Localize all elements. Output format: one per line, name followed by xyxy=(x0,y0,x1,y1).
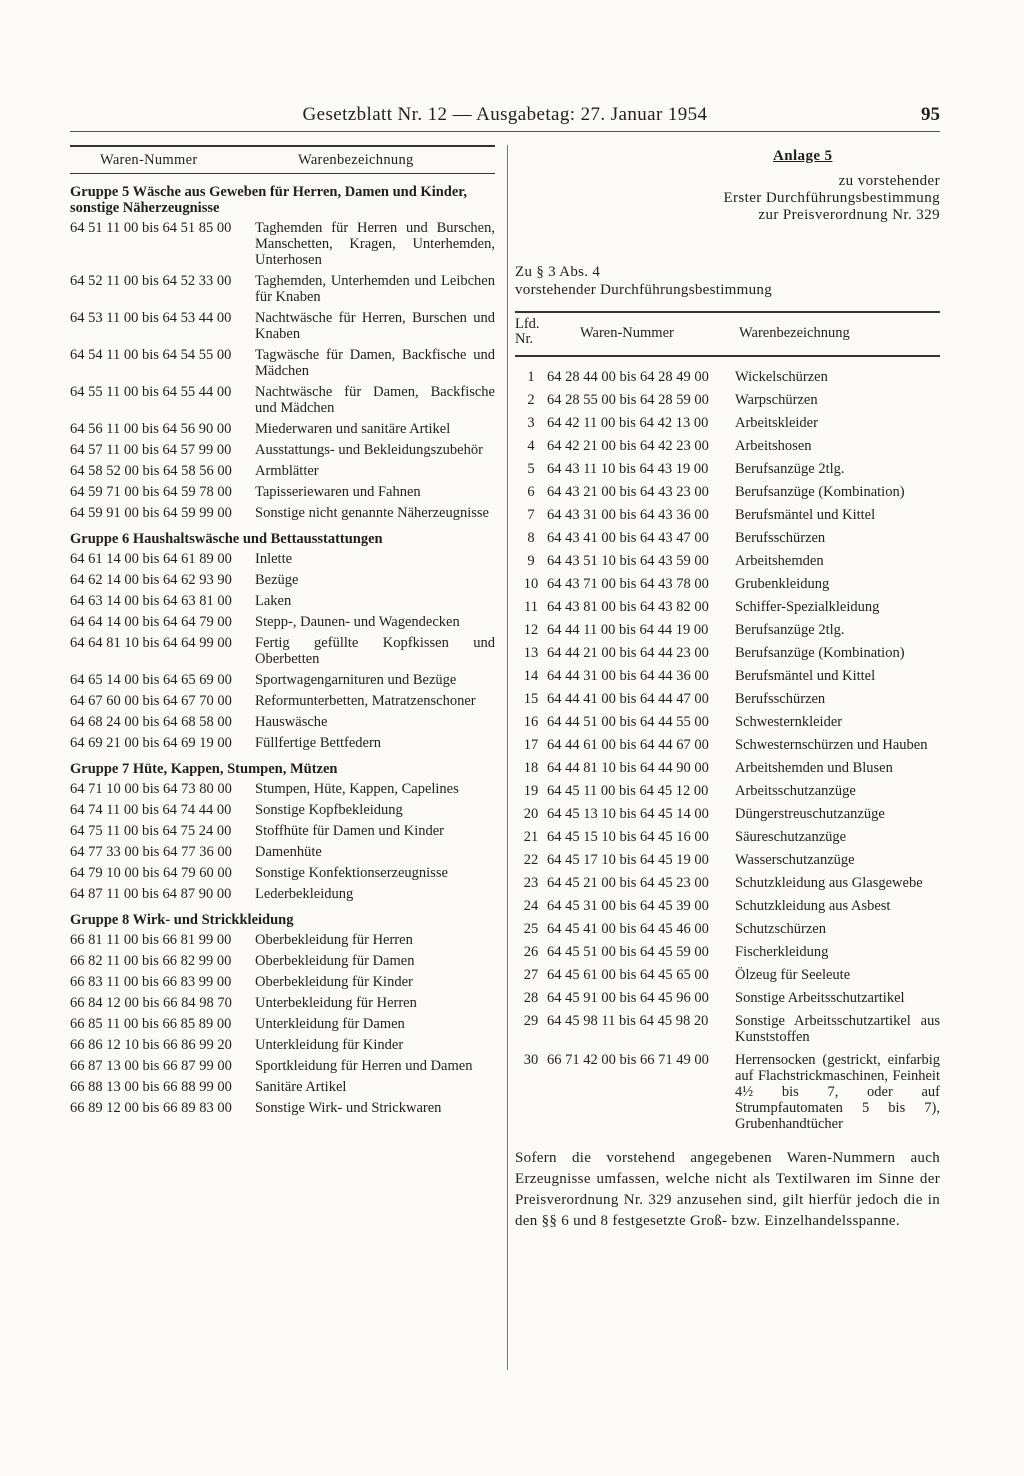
waren-nummer: 64 45 21 00 bis 64 45 23 00 xyxy=(547,875,709,891)
warenbezeichnung: Nachtwäsche für Damen, Backfische und Mädchen xyxy=(255,384,495,416)
waren-nummer: 64 43 71 00 bis 64 43 78 00 xyxy=(547,576,709,592)
waren-nummer: 64 74 11 00 bis 64 74 44 00 xyxy=(70,802,232,818)
table-row xyxy=(515,1052,940,1132)
table-row xyxy=(70,220,495,268)
table-row xyxy=(70,823,495,839)
waren-nummer: 64 45 11 00 bis 64 45 12 00 xyxy=(547,783,709,799)
lfd-nr: 29 xyxy=(523,1013,539,1029)
waren-nummer: 66 82 11 00 bis 66 82 99 00 xyxy=(70,953,232,969)
waren-nummer: 64 45 91 00 bis 64 45 96 00 xyxy=(547,990,709,1006)
table-row xyxy=(70,1100,495,1116)
reference-note xyxy=(515,263,940,299)
table-row xyxy=(70,421,495,437)
warenbezeichnung: Stepp-, Daunen- und Wagendecken xyxy=(255,614,460,630)
warenbezeichnung: Berufsschürzen xyxy=(735,530,826,546)
warenbezeichnung: Unterkleidung für Kinder xyxy=(255,1037,404,1053)
waren-nummer: 64 87 11 00 bis 64 87 90 00 xyxy=(70,886,232,902)
table-row xyxy=(515,691,940,707)
warenbezeichnung: Berufsschürzen xyxy=(735,691,826,707)
waren-nummer: 64 28 44 00 bis 64 28 49 00 xyxy=(547,369,709,385)
lfd-nr: 3 xyxy=(527,415,535,431)
waren-nummer: 64 77 33 00 bis 64 77 36 00 xyxy=(70,844,232,860)
waren-nummer: 66 87 13 00 bis 66 87 99 00 xyxy=(70,1058,232,1074)
warenbezeichnung: Stumpen, Hüte, Kappen, Capelines xyxy=(255,781,459,797)
waren-nummer: 64 52 11 00 bis 64 52 33 00 xyxy=(70,273,232,289)
waren-nummer: 64 43 81 00 bis 64 43 82 00 xyxy=(547,599,709,615)
table-row xyxy=(70,1037,495,1053)
warenbezeichnung: Hauswäsche xyxy=(255,714,328,730)
table-row xyxy=(515,668,940,684)
lfd-nr: 23 xyxy=(523,875,539,891)
col-header-lfd-line: Lfd. xyxy=(515,316,540,332)
table-row xyxy=(70,463,495,479)
table-row xyxy=(70,693,495,709)
table-row xyxy=(70,614,495,630)
lfd-nr: 19 xyxy=(523,783,539,799)
lfd-nr: 8 xyxy=(527,530,535,546)
table-row xyxy=(515,829,940,845)
waren-nummer: 64 45 17 10 bis 64 45 19 00 xyxy=(547,852,709,868)
anlage-line: zur Preisverordnung Nr. 329 xyxy=(758,207,940,223)
waren-nummer: 66 85 11 00 bis 66 85 89 00 xyxy=(70,1016,232,1032)
group-heading: Gruppe 8 Wirk- und Strickkleidung xyxy=(70,912,294,928)
anlage-subtitle xyxy=(723,173,940,224)
table-row xyxy=(515,783,940,799)
waren-nummer: 66 83 11 00 bis 66 83 99 00 xyxy=(70,974,232,990)
lfd-nr: 2 xyxy=(527,392,535,408)
warenbezeichnung: Sportkleidung für Herren und Damen xyxy=(255,1058,473,1074)
waren-nummer: 64 67 60 00 bis 64 67 70 00 xyxy=(70,693,232,709)
table-row xyxy=(70,1058,495,1074)
warenbezeichnung: Unterbekleidung für Herren xyxy=(255,995,417,1011)
warenbezeichnung: Taghemden für Herren und Burschen, Manschetten, Kragen, Unterhemden, Unterhosen xyxy=(255,220,495,268)
table-row xyxy=(70,505,495,521)
waren-nummer: 64 58 52 00 bis 64 58 56 00 xyxy=(70,463,232,479)
warenbezeichnung: Sonstige nicht genannte Näherzeugnisse xyxy=(255,505,489,521)
table-row xyxy=(515,438,940,454)
warenbezeichnung: Sportwagengarnituren und Bezüge xyxy=(255,672,457,688)
anlage-line: zu vorstehender xyxy=(838,173,940,189)
waren-nummer: 64 43 51 10 bis 64 43 59 00 xyxy=(547,553,709,569)
warenbezeichnung: Schwesternkleider xyxy=(735,714,843,730)
table-row xyxy=(70,781,495,797)
waren-nummer: 64 44 81 10 bis 64 44 90 00 xyxy=(547,760,709,776)
table-row xyxy=(70,714,495,730)
table-row xyxy=(515,737,940,753)
table-row xyxy=(70,347,495,379)
col-header-waren-nummer: Waren-Nummer xyxy=(580,325,674,341)
table-row xyxy=(70,672,495,688)
table-row xyxy=(515,507,940,523)
table-row xyxy=(70,865,495,881)
waren-nummer: 64 42 11 00 bis 64 42 13 00 xyxy=(547,415,709,431)
anlage-block xyxy=(515,145,940,265)
warenbezeichnung: Schwesternschürzen und Hauben xyxy=(735,737,928,753)
warenbezeichnung: Stoffhüte für Damen und Kinder xyxy=(255,823,444,839)
waren-nummer: 64 28 55 00 bis 64 28 59 00 xyxy=(547,392,709,408)
warenbezeichnung: Fischerkleidung xyxy=(735,944,829,960)
lfd-nr: 26 xyxy=(523,944,539,960)
table-row xyxy=(515,530,940,546)
waren-nummer: 64 65 14 00 bis 64 65 69 00 xyxy=(70,672,232,688)
waren-nummer: 64 57 11 00 bis 64 57 99 00 xyxy=(70,442,232,458)
warenbezeichnung: Sonstige Arbeitsschutzartikel aus Kunststoffen xyxy=(735,1013,940,1045)
waren-nummer: 66 88 13 00 bis 66 88 99 00 xyxy=(70,1079,232,1095)
table-row xyxy=(70,551,495,567)
table-row xyxy=(515,875,940,891)
lfd-nr: 7 xyxy=(527,507,535,523)
warenbezeichnung: Arbeitsschutzanzüge xyxy=(735,783,856,799)
waren-nummer: 64 44 51 00 bis 64 44 55 00 xyxy=(547,714,709,730)
table-row xyxy=(70,384,495,416)
warenbezeichnung: Oberbekleidung für Kinder xyxy=(255,974,413,990)
waren-nummer: 64 44 21 00 bis 64 44 23 00 xyxy=(547,645,709,661)
warenbezeichnung: Reformunterbetten, Matratzenschoner xyxy=(255,693,476,709)
table-row xyxy=(70,484,495,500)
waren-nummer: 64 42 21 00 bis 64 42 23 00 xyxy=(547,438,709,454)
lfd-nr: 11 xyxy=(524,599,538,615)
waren-nummer: 64 79 10 00 bis 64 79 60 00 xyxy=(70,865,232,881)
warenbezeichnung: Säureschutzanzüge xyxy=(735,829,847,845)
table-row xyxy=(515,806,940,822)
table-row xyxy=(70,953,495,969)
warenbezeichnung: Wickelschürzen xyxy=(735,369,828,385)
group-heading: Gruppe 6 Haushaltswäsche und Bettausstattungen xyxy=(70,531,383,547)
anlage-line: Erster Durchführungsbestimmung xyxy=(723,190,940,206)
waren-nummer: 64 44 41 00 bis 64 44 47 00 xyxy=(547,691,709,707)
waren-nummer: 64 62 14 00 bis 64 62 93 90 xyxy=(70,572,232,588)
warenbezeichnung: Tagwäsche für Damen, Backfische und Mädchen xyxy=(255,347,495,379)
lfd-nr: 21 xyxy=(523,829,539,845)
waren-nummer: 64 68 24 00 bis 64 68 58 00 xyxy=(70,714,232,730)
warenbezeichnung: Arbeitskleider xyxy=(735,415,818,431)
waren-nummer: 64 43 21 00 bis 64 43 23 00 xyxy=(547,484,709,500)
table-row xyxy=(515,461,940,477)
waren-nummer: 64 45 31 00 bis 64 45 39 00 xyxy=(547,898,709,914)
table-row xyxy=(515,714,940,730)
warenbezeichnung: Arbeitshosen xyxy=(735,438,812,454)
table-row xyxy=(515,369,940,385)
warenbezeichnung: Bezüge xyxy=(255,572,299,588)
table-row xyxy=(515,760,940,776)
table-row xyxy=(515,898,940,914)
table-row xyxy=(515,415,940,431)
table-row xyxy=(70,442,495,458)
table-row xyxy=(70,844,495,860)
table-row xyxy=(515,484,940,500)
waren-nummer: 64 44 61 00 bis 64 44 67 00 xyxy=(547,737,709,753)
warenbezeichnung: Arbeitshemden und Blusen xyxy=(735,760,893,776)
page-number: 95 xyxy=(921,104,940,125)
waren-nummer: 64 53 11 00 bis 64 53 44 00 xyxy=(70,310,232,326)
warenbezeichnung: Herrensocken (gestrickt, einfarbig auf Flachstrickmaschinen, Feinheit 4½ bis 7, oder auf Strumpfautomaten 5 bis 7), Grubenhandtücher xyxy=(735,1052,940,1132)
table-row xyxy=(515,944,940,960)
waren-nummer: 64 44 31 00 bis 64 44 36 00 xyxy=(547,668,709,684)
lfd-nr: 27 xyxy=(523,967,539,983)
warenbezeichnung: Düngerstreuschutzanzüge xyxy=(735,806,885,822)
col-header-lfd-line: Nr. xyxy=(515,331,534,347)
lfd-nr: 25 xyxy=(523,921,539,937)
lfd-nr: 22 xyxy=(523,852,539,868)
table-row xyxy=(515,852,940,868)
waren-nummer: 64 44 11 00 bis 64 44 19 00 xyxy=(547,622,709,638)
warenbezeichnung: Berufsmäntel und Kittel xyxy=(735,507,876,523)
warenbezeichnung: Sonstige Arbeitsschutzartikel xyxy=(735,990,905,1006)
col-header-waren-nummer: Waren-Nummer xyxy=(100,152,198,168)
table-row xyxy=(70,310,495,342)
waren-nummer: 66 84 12 00 bis 66 84 98 70 xyxy=(70,995,232,1011)
lfd-nr: 4 xyxy=(527,438,535,454)
warenbezeichnung: Lederbekleidung xyxy=(255,886,354,902)
table-row xyxy=(70,635,495,667)
table-row xyxy=(70,572,495,588)
warenbezeichnung: Miederwaren und sanitäre Artikel xyxy=(255,421,451,437)
table-row xyxy=(515,553,940,569)
waren-nummer: 64 63 14 00 bis 64 63 81 00 xyxy=(70,593,232,609)
waren-nummer: 64 59 71 00 bis 64 59 78 00 xyxy=(70,484,232,500)
warenbezeichnung: Warpschürzen xyxy=(735,392,818,408)
table-row xyxy=(70,932,495,948)
warenbezeichnung: Taghemden, Unterhemden und Leibchen für Knaben xyxy=(255,273,495,305)
waren-nummer: 64 51 11 00 bis 64 51 85 00 xyxy=(70,220,232,236)
waren-nummer: 64 55 11 00 bis 64 55 44 00 xyxy=(70,384,232,400)
warenbezeichnung: Berufsmäntel und Kittel xyxy=(735,668,876,684)
waren-nummer: 64 43 41 00 bis 64 43 47 00 xyxy=(547,530,709,546)
reference-line: vorstehender Durchführungsbestimmung xyxy=(515,282,772,298)
warenbezeichnung: Laken xyxy=(255,593,292,609)
warenbezeichnung: Schutzschürzen xyxy=(735,921,826,937)
footnote-paragraph: Sofern die vorstehend angegebenen Waren-Nummern auch Erzeugnisse umfassen, welche nicht als Textilwaren im Sinne der Preisverordnung Nr. 329 anzusehen sind, gilt hierfür jedoch die in den §§ 6 und 8 festgesetzte Groß- bzw. Einzelhandelsspanne. xyxy=(515,1150,940,1229)
warenbezeichnung: Ausstattungs- und Bekleidungszubehör xyxy=(255,442,483,458)
warenbezeichnung: Schiffer-Spezialkleidung xyxy=(735,599,880,615)
lfd-nr: 12 xyxy=(523,622,539,638)
waren-nummer: 64 45 41 00 bis 64 45 46 00 xyxy=(547,921,709,937)
right-table-header xyxy=(515,311,940,357)
warenbezeichnung: Unterkleidung für Damen xyxy=(255,1016,405,1032)
waren-nummer: 64 45 13 10 bis 64 45 14 00 xyxy=(547,806,709,822)
warenbezeichnung: Oberbekleidung für Herren xyxy=(255,932,413,948)
table-row xyxy=(515,576,940,592)
page-header xyxy=(70,104,940,128)
warenbezeichnung: Sonstige Wirk- und Strickwaren xyxy=(255,1100,442,1116)
waren-nummer: 66 89 12 00 bis 66 89 83 00 xyxy=(70,1100,232,1116)
lfd-nr: 13 xyxy=(523,645,539,661)
waren-nummer: 64 64 14 00 bis 64 64 79 00 xyxy=(70,614,232,630)
waren-nummer: 64 61 14 00 bis 64 61 89 00 xyxy=(70,551,232,567)
warenbezeichnung: Arbeitshemden xyxy=(735,553,824,569)
table-row xyxy=(515,990,940,1006)
waren-nummer: 64 54 11 00 bis 64 54 55 00 xyxy=(70,347,232,363)
lfd-nr: 6 xyxy=(527,484,535,500)
table-row xyxy=(515,967,940,983)
warenbezeichnung: Berufsanzüge (Kombination) xyxy=(735,645,905,661)
table-row xyxy=(515,921,940,937)
lfd-nr: 5 xyxy=(527,461,535,477)
waren-nummer: 64 45 51 00 bis 64 45 59 00 xyxy=(547,944,709,960)
table-row xyxy=(70,802,495,818)
table-row xyxy=(515,645,940,661)
table-row xyxy=(70,1016,495,1032)
warenbezeichnung: Nachtwäsche für Herren, Burschen und Knaben xyxy=(255,310,495,342)
warenbezeichnung: Sonstige Konfektionserzeugnisse xyxy=(255,865,448,881)
warenbezeichnung: Fertig gefüllte Kopfkissen und Oberbetten xyxy=(255,635,495,667)
table-row xyxy=(70,886,495,902)
column-divider xyxy=(507,145,508,1370)
right-column xyxy=(515,145,940,1232)
waren-nummer: 66 86 12 10 bis 66 86 99 20 xyxy=(70,1037,232,1053)
waren-nummer: 66 71 42 00 bis 66 71 49 00 xyxy=(547,1052,709,1068)
table-row xyxy=(70,593,495,609)
lfd-nr: 9 xyxy=(527,553,535,569)
warenbezeichnung: Grubenkleidung xyxy=(735,576,830,592)
warenbezeichnung: Sanitäre Artikel xyxy=(255,1079,347,1095)
warenbezeichnung: Tapisseriewaren und Fahnen xyxy=(255,484,421,500)
col-header-warenbezeichnung: Warenbezeichnung xyxy=(298,152,414,168)
col-header-lfd-nr xyxy=(515,317,540,347)
table-row xyxy=(70,735,495,751)
waren-nummer: 64 64 81 10 bis 64 64 99 00 xyxy=(70,635,232,651)
warenbezeichnung: Berufsanzüge 2tlg. xyxy=(735,622,845,638)
lfd-nr: 20 xyxy=(523,806,539,822)
warenbezeichnung: Berufsanzüge 2tlg. xyxy=(735,461,845,477)
table-row xyxy=(515,599,940,615)
lfd-nr: 10 xyxy=(523,576,539,592)
table-row xyxy=(70,974,495,990)
waren-nummer: 66 81 11 00 bis 66 81 99 00 xyxy=(70,932,232,948)
waren-nummer: 64 69 21 00 bis 64 69 19 00 xyxy=(70,735,232,751)
warenbezeichnung: Füllfertige Bettfedern xyxy=(255,735,382,751)
lfd-nr: 16 xyxy=(523,714,539,730)
left-column xyxy=(70,145,495,1121)
warenbezeichnung: Ölzeug für Seeleute xyxy=(735,967,851,983)
warenbezeichnung: Armblätter xyxy=(255,463,319,479)
lfd-nr: 30 xyxy=(523,1052,539,1068)
warenbezeichnung: Damenhüte xyxy=(255,844,322,860)
lfd-nr: 1 xyxy=(527,369,535,385)
lfd-nr: 15 xyxy=(523,691,539,707)
header-rule xyxy=(70,131,940,132)
waren-nummer: 64 45 61 00 bis 64 45 65 00 xyxy=(547,967,709,983)
warenbezeichnung: Oberbekleidung für Damen xyxy=(255,953,415,969)
lfd-nr: 17 xyxy=(523,737,539,753)
waren-nummer: 64 43 11 10 bis 64 43 19 00 xyxy=(547,461,709,477)
waren-nummer: 64 56 11 00 bis 64 56 90 00 xyxy=(70,421,232,437)
waren-nummer: 64 59 91 00 bis 64 59 99 00 xyxy=(70,505,232,521)
warenbezeichnung: Inlette xyxy=(255,551,293,567)
anlage-title: Anlage 5 xyxy=(773,148,833,164)
table-row xyxy=(515,392,940,408)
table-row xyxy=(70,995,495,1011)
table-row xyxy=(515,1013,940,1045)
left-group-list xyxy=(70,184,495,1116)
table-row xyxy=(70,1079,495,1095)
lfd-nr: 28 xyxy=(523,990,539,1006)
gazette-title: Gesetzblatt Nr. 12 — Ausgabetag: 27. Januar 1954 xyxy=(302,104,708,125)
col-header-warenbezeichnung: Warenbezeichnung xyxy=(739,325,850,341)
group-heading: Gruppe 5 Wäsche aus Geweben für Herren, Damen und Kinder, sonstige Näherzeugnisse xyxy=(70,184,468,216)
waren-nummer: 64 45 15 10 bis 64 45 16 00 xyxy=(547,829,709,845)
waren-nummer: 64 71 10 00 bis 64 73 80 00 xyxy=(70,781,232,797)
warenbezeichnung: Sonstige Kopfbekleidung xyxy=(255,802,403,818)
reference-line: Zu § 3 Abs. 4 xyxy=(515,264,601,280)
left-table-header xyxy=(70,145,495,174)
waren-nummer: 64 43 31 00 bis 64 43 36 00 xyxy=(547,507,709,523)
table-row xyxy=(70,273,495,305)
warenbezeichnung: Berufsanzüge (Kombination) xyxy=(735,484,905,500)
lfd-nr: 18 xyxy=(523,760,539,776)
warenbezeichnung: Wasserschutzanzüge xyxy=(735,852,855,868)
lfd-nr: 24 xyxy=(523,898,539,914)
waren-nummer: 64 75 11 00 bis 64 75 24 00 xyxy=(70,823,232,839)
group-heading: Gruppe 7 Hüte, Kappen, Stumpen, Mützen xyxy=(70,761,338,777)
warenbezeichnung: Schutzkleidung aus Asbest xyxy=(735,898,891,914)
waren-nummer: 64 45 98 11 bis 64 45 98 20 xyxy=(547,1013,709,1029)
lfd-nr: 14 xyxy=(523,668,539,684)
warenbezeichnung: Schutzkleidung aus Glasgewebe xyxy=(735,875,923,891)
right-row-list xyxy=(515,369,940,1132)
table-row xyxy=(515,622,940,638)
